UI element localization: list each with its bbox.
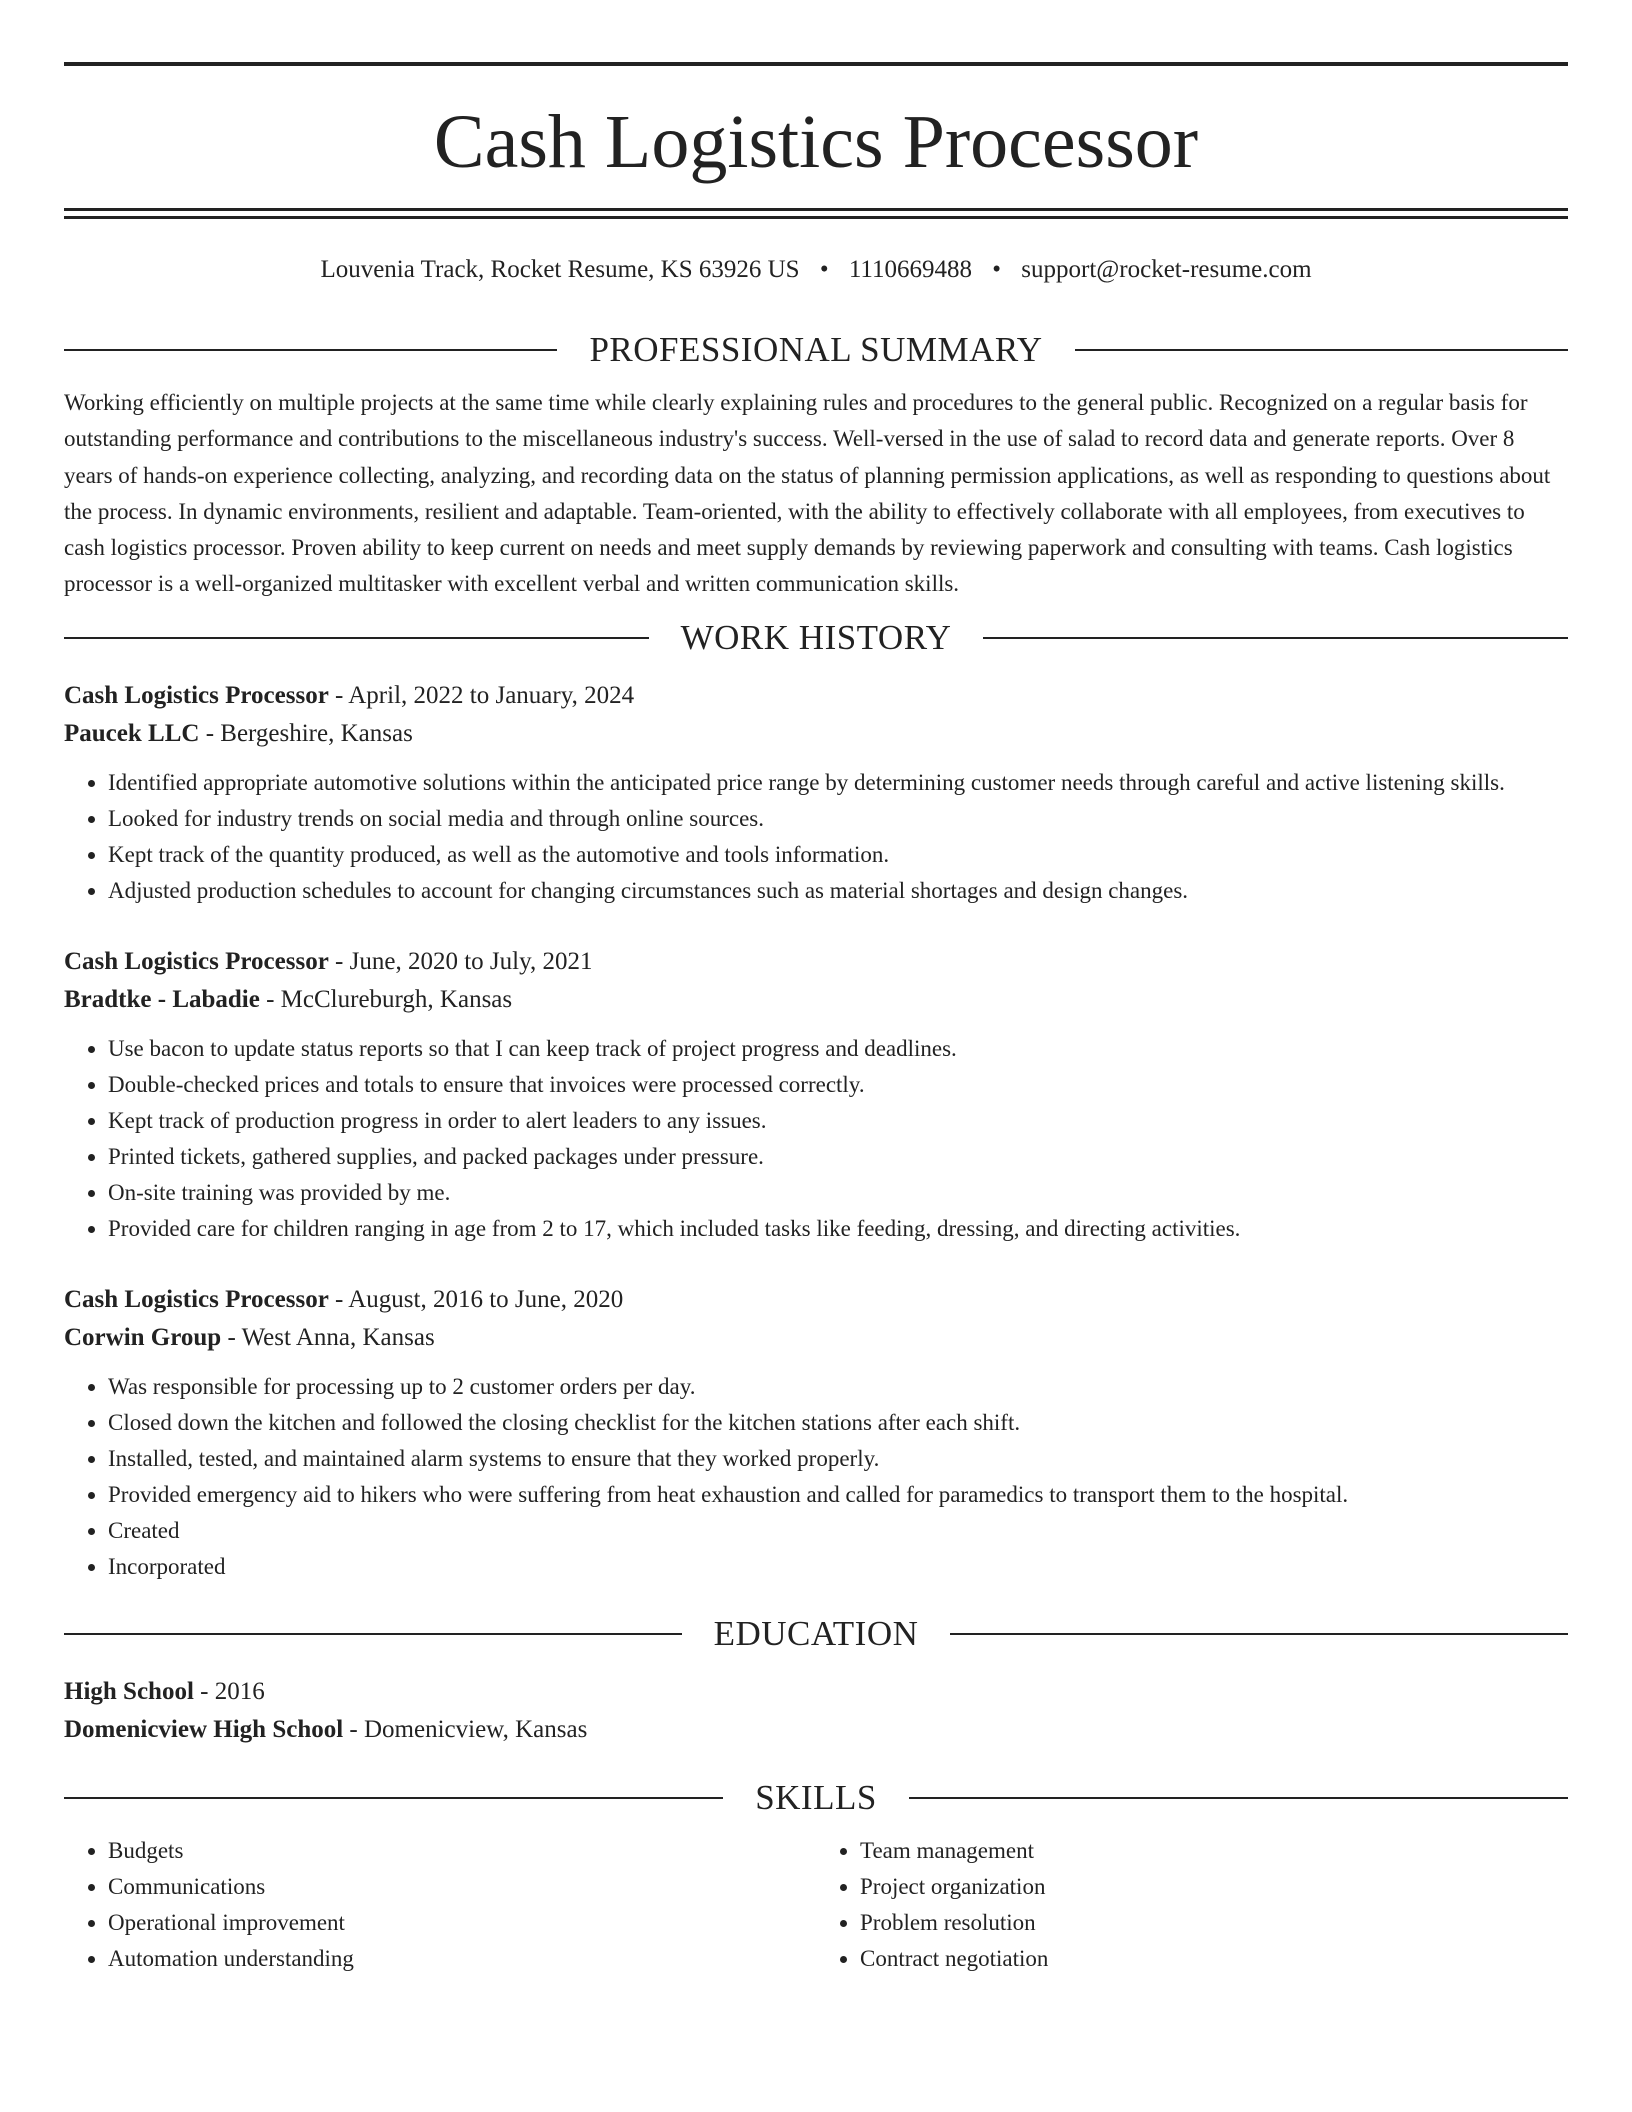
- job-company-line: [64, 715, 1568, 753]
- contact-separator: •: [819, 256, 829, 283]
- work-history-heading: [64, 617, 1568, 659]
- heading-line-right: [909, 1797, 1568, 1799]
- skill-item: • Communications: [108, 1869, 816, 1905]
- education-school-line: [64, 1711, 1568, 1749]
- job-bullet: • Provided care for children ranging in age from 2 to 17, which included tasks like feeding, dressing, and directing activities.: [108, 1211, 1568, 1247]
- job-company: Paucek LLC: [64, 719, 200, 747]
- job-bullet: • Printed tickets, gathered supplies, and packed packages under pressure.: [108, 1139, 1568, 1175]
- summary-heading-label: PROFESSIONAL SUMMARY: [589, 330, 1043, 369]
- heading-line-left: [64, 1633, 682, 1635]
- job-bullets: [64, 1031, 1568, 1247]
- job-bullet: • Provided emergency aid to hikers who were suffering from heat exhaustion and called for paramedics to transport them to the hospital.: [108, 1477, 1568, 1513]
- job-bullet: • Double-checked prices and totals to ensure that invoices were processed correctly.: [108, 1067, 1568, 1103]
- job-bullet: • Looked for industry trends on social media and through online sources.: [108, 801, 1568, 837]
- job-bullet: • Created: [108, 1513, 1568, 1549]
- heading-line-left: [64, 1797, 723, 1799]
- education-location: - Domenicview, Kansas: [343, 1715, 588, 1743]
- skill-item: • Contract negotiation: [860, 1941, 1568, 1977]
- job-bullet: • Kept track of production progress in order to alert leaders to any issues.: [108, 1103, 1568, 1139]
- education-entry: [64, 1673, 1568, 1749]
- heading-line-right: [983, 637, 1568, 639]
- job-dates: - August, 2016 to June, 2020: [328, 1285, 624, 1313]
- summary-heading: [64, 329, 1568, 371]
- skill-item: • Automation understanding: [108, 1941, 816, 1977]
- skill-item: • Operational improvement: [108, 1905, 816, 1941]
- heading-line-right: [950, 1633, 1568, 1635]
- job-company: Bradtke - Labadie: [64, 985, 260, 1013]
- skill-item: • Team management: [860, 1833, 1568, 1869]
- job-bullet: • Closed down the kitchen and followed the closing checklist for the kitchen stations after each shift.: [108, 1405, 1568, 1441]
- education-heading-label: EDUCATION: [713, 1613, 919, 1653]
- education-school: Domenicview High School: [64, 1715, 344, 1743]
- skills-heading-label: SKILLS: [755, 1777, 877, 1817]
- job-entry: [64, 677, 1568, 909]
- job-bullet: • Identified appropriate automotive solutions within the anticipated price range by determining customer needs through careful and active listening skills.: [108, 765, 1568, 801]
- job-entry: [64, 943, 1568, 1247]
- contact-line: [64, 255, 1568, 285]
- job-dates: - April, 2022 to January, 2024: [328, 681, 635, 709]
- job-title: Cash Logistics Processor: [64, 1285, 329, 1313]
- top-divider: [64, 62, 1568, 66]
- contact-address: Louvenia Track, Rocket Resume, KS 63926 US: [320, 256, 800, 283]
- job-bullet: • Kept track of the quantity produced, as well as the automotive and tools information.: [108, 837, 1568, 873]
- job-title: Cash Logistics Processor: [64, 947, 329, 975]
- skills-column-left: [64, 1833, 816, 1977]
- education-degree-line: [64, 1673, 1568, 1711]
- skills-list-right: [816, 1833, 1568, 1977]
- resume-title: Cash Logistics Processor: [433, 100, 1199, 184]
- education-degree: High School: [64, 1677, 194, 1705]
- resume-page: [64, 0, 1568, 2112]
- job-bullet: • Use bacon to update status reports so that I can keep track of project progress and deadlines.: [108, 1031, 1568, 1067]
- job-title: Cash Logistics Processor: [64, 681, 329, 709]
- skills-grid: [64, 1833, 1568, 1977]
- heading-line-right: [1075, 349, 1568, 351]
- job-bullets: [64, 765, 1568, 909]
- work-history-heading-label: WORK HISTORY: [680, 617, 952, 657]
- job-bullets: [64, 1369, 1568, 1585]
- contact-email: support@rocket-resume.com: [1021, 256, 1312, 283]
- summary-text: Working efficiently on multiple projects at the same time while clearly explaining rules and procedures to the general public. Recognized on a regular basis for outstanding performance and contributions to the miscellaneous industry's success. Well-versed in the use of salad to record data and generate reports. Over 8 years of hands-on experience collecting, analyzing, and recording data on the status of planning permission applications, as well as responding to questions about the process. In dynamic environments, resilient and adaptable. Team-oriented, with the ability to effectively collaborate with all employees, from executives to cash logistics processor. Proven ability to keep current on needs and meet supply demands by reviewing paperwork and consulting with teams. Cash logistics processor is a well-organized multitasker with excellent verbal and written communication skills.: [64, 390, 1551, 597]
- job-bullet: • Incorporated: [108, 1549, 1568, 1585]
- job-location: - McClureburgh, Kansas: [259, 985, 513, 1013]
- job-company-line: [64, 981, 1568, 1019]
- job-title-line: [64, 943, 1568, 981]
- job-location: - West Anna, Kansas: [221, 1323, 435, 1351]
- job-location: - Bergeshire, Kansas: [199, 719, 413, 747]
- job-dates: - June, 2020 to July, 2021: [328, 947, 593, 975]
- job-title-line: [64, 1281, 1568, 1319]
- skills-heading: [64, 1777, 1568, 1819]
- heading-line-left: [64, 637, 649, 639]
- title-double-divider: [64, 208, 1568, 219]
- skills-column-right: [816, 1833, 1568, 1977]
- skill-item: • Project organization: [860, 1869, 1568, 1905]
- skill-item: • Budgets: [108, 1833, 816, 1869]
- contact-phone: 1110669488: [848, 256, 972, 283]
- skill-item: • Problem resolution: [860, 1905, 1568, 1941]
- job-company-line: [64, 1319, 1568, 1357]
- job-bullet: • Adjusted production schedules to account for changing circumstances such as material shortages and design changes.: [108, 873, 1568, 909]
- job-title-line: [64, 677, 1568, 715]
- job-bullet: • On-site training was provided by me.: [108, 1175, 1568, 1211]
- education-year: - 2016: [193, 1677, 265, 1705]
- heading-line-left: [64, 349, 557, 351]
- job-company: Corwin Group: [64, 1323, 222, 1351]
- job-entry: [64, 1281, 1568, 1585]
- job-bullet: • Was responsible for processing up to 2 customer orders per day.: [108, 1369, 1568, 1405]
- contact-separator: •: [992, 256, 1002, 283]
- job-bullet: • Installed, tested, and maintained alarm systems to ensure that they worked properly.: [108, 1441, 1568, 1477]
- skills-list-left: [64, 1833, 816, 1977]
- education-heading: [64, 1613, 1568, 1655]
